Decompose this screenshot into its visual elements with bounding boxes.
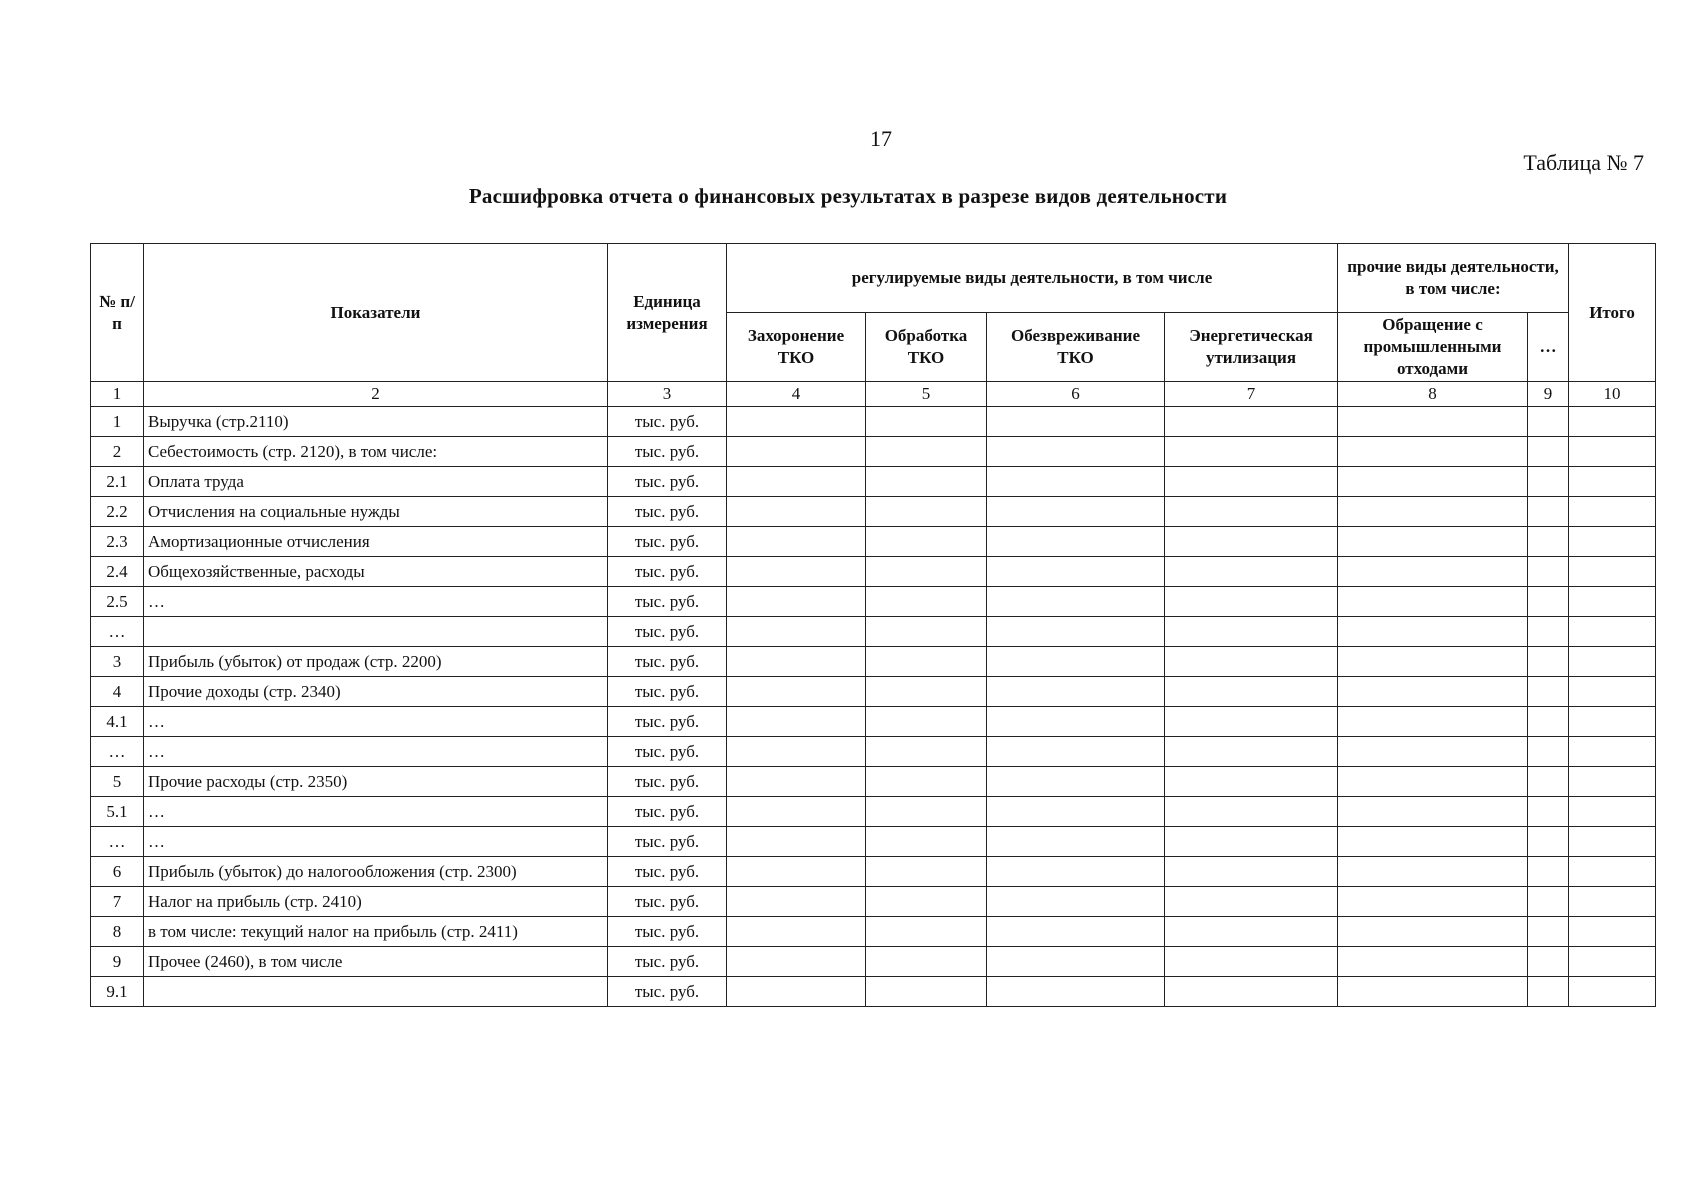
value-cell[interactable] bbox=[866, 797, 987, 827]
value-cell[interactable] bbox=[727, 737, 866, 767]
value-cell[interactable] bbox=[1569, 497, 1656, 527]
value-cell[interactable] bbox=[727, 587, 866, 617]
value-cell[interactable] bbox=[1528, 407, 1569, 437]
value-cell[interactable] bbox=[1528, 887, 1569, 917]
value-cell[interactable] bbox=[1569, 647, 1656, 677]
value-cell[interactable] bbox=[1569, 977, 1656, 1007]
value-cell[interactable] bbox=[1528, 947, 1569, 977]
value-cell[interactable] bbox=[866, 407, 987, 437]
value-cell[interactable] bbox=[1528, 737, 1569, 767]
value-cell[interactable] bbox=[727, 797, 866, 827]
value-cell[interactable] bbox=[1338, 737, 1528, 767]
value-cell[interactable] bbox=[1165, 977, 1338, 1007]
row-number-cell: 3 bbox=[91, 647, 144, 677]
table-row bbox=[91, 647, 1656, 677]
value-cell[interactable] bbox=[987, 827, 1165, 857]
value-cell[interactable] bbox=[1569, 917, 1656, 947]
table-row bbox=[91, 947, 1656, 977]
column-header-industrial: Обращение с промышленными отходами bbox=[1338, 313, 1528, 382]
value-cell[interactable] bbox=[1569, 587, 1656, 617]
value-cell[interactable] bbox=[727, 467, 866, 497]
value-cell[interactable] bbox=[866, 677, 987, 707]
indicator-cell: … bbox=[144, 587, 608, 617]
value-cell[interactable] bbox=[1528, 617, 1569, 647]
row-number-cell: 5 bbox=[91, 767, 144, 797]
value-cell[interactable] bbox=[1528, 827, 1569, 857]
value-cell[interactable] bbox=[866, 737, 987, 767]
table-row bbox=[91, 767, 1656, 797]
value-cell[interactable] bbox=[727, 647, 866, 677]
value-cell[interactable] bbox=[987, 587, 1165, 617]
unit-cell: тыс. руб. bbox=[608, 797, 727, 827]
table-row bbox=[91, 827, 1656, 857]
value-cell[interactable] bbox=[727, 887, 866, 917]
value-cell[interactable] bbox=[1528, 857, 1569, 887]
table-row bbox=[91, 587, 1656, 617]
value-cell[interactable] bbox=[1165, 827, 1338, 857]
value-cell[interactable] bbox=[987, 437, 1165, 467]
value-cell[interactable] bbox=[1165, 917, 1338, 947]
value-cell[interactable] bbox=[727, 557, 866, 587]
value-cell[interactable] bbox=[1338, 947, 1528, 977]
value-cell[interactable] bbox=[727, 707, 866, 737]
value-cell[interactable] bbox=[1338, 587, 1528, 617]
value-cell[interactable] bbox=[1569, 767, 1656, 797]
value-cell[interactable] bbox=[1338, 437, 1528, 467]
value-cell[interactable] bbox=[987, 797, 1165, 827]
value-cell[interactable] bbox=[866, 857, 987, 887]
unit-cell: тыс. руб. bbox=[608, 617, 727, 647]
value-cell[interactable] bbox=[1165, 707, 1338, 737]
unit-cell: тыс. руб. bbox=[608, 587, 727, 617]
column-header-energy: Энергетическая утилизация bbox=[1165, 313, 1338, 382]
value-cell[interactable] bbox=[1569, 407, 1656, 437]
value-cell[interactable] bbox=[1569, 797, 1656, 827]
unit-cell: тыс. руб. bbox=[608, 977, 727, 1007]
row-number-cell: 1 bbox=[91, 407, 144, 437]
indicator-cell: … bbox=[144, 797, 608, 827]
column-numbers-row bbox=[91, 382, 1656, 407]
table-row bbox=[91, 677, 1656, 707]
value-cell[interactable] bbox=[1528, 647, 1569, 677]
value-cell[interactable] bbox=[987, 407, 1165, 437]
value-cell[interactable] bbox=[1528, 797, 1569, 827]
value-cell[interactable] bbox=[1165, 437, 1338, 467]
column-header-total: Итого bbox=[1569, 244, 1656, 382]
value-cell[interactable] bbox=[1165, 557, 1338, 587]
value-cell[interactable] bbox=[1165, 737, 1338, 767]
unit-cell: тыс. руб. bbox=[608, 557, 727, 587]
column-number: 4 bbox=[727, 382, 866, 407]
unit-cell: тыс. руб. bbox=[608, 767, 727, 797]
value-cell[interactable] bbox=[1338, 917, 1528, 947]
value-cell[interactable] bbox=[727, 947, 866, 977]
unit-cell: тыс. руб. bbox=[608, 497, 727, 527]
value-cell[interactable] bbox=[866, 527, 987, 557]
table-row bbox=[91, 917, 1656, 947]
value-cell[interactable] bbox=[1338, 407, 1528, 437]
value-cell[interactable] bbox=[1528, 677, 1569, 707]
value-cell[interactable] bbox=[1338, 857, 1528, 887]
unit-cell: тыс. руб. bbox=[608, 437, 727, 467]
value-cell[interactable] bbox=[1165, 497, 1338, 527]
column-number: 1 bbox=[91, 382, 144, 407]
column-header-num: № п/п bbox=[91, 244, 144, 382]
value-cell[interactable] bbox=[727, 677, 866, 707]
value-cell[interactable] bbox=[1569, 947, 1656, 977]
value-cell[interactable] bbox=[1165, 647, 1338, 677]
table-row bbox=[91, 737, 1656, 767]
value-cell[interactable] bbox=[1165, 467, 1338, 497]
unit-cell: тыс. руб. bbox=[608, 467, 727, 497]
value-cell[interactable] bbox=[987, 857, 1165, 887]
value-cell[interactable] bbox=[727, 827, 866, 857]
value-cell[interactable] bbox=[1165, 887, 1338, 917]
value-cell[interactable] bbox=[1528, 557, 1569, 587]
value-cell[interactable] bbox=[727, 617, 866, 647]
value-cell[interactable] bbox=[1338, 617, 1528, 647]
value-cell[interactable] bbox=[987, 497, 1165, 527]
row-number-cell: 2.2 bbox=[91, 497, 144, 527]
value-cell[interactable] bbox=[1528, 527, 1569, 557]
indicator-cell: в том числе: текущий налог на прибыль (стр. 2411) bbox=[144, 917, 608, 947]
indicator-cell: Налог на прибыль (стр. 2410) bbox=[144, 887, 608, 917]
value-cell[interactable] bbox=[727, 857, 866, 887]
value-cell[interactable] bbox=[1165, 617, 1338, 647]
value-cell[interactable] bbox=[987, 737, 1165, 767]
column-header-burial: Захоронение ТКО bbox=[727, 313, 866, 382]
column-number: 10 bbox=[1569, 382, 1656, 407]
value-cell[interactable] bbox=[1165, 797, 1338, 827]
value-cell[interactable] bbox=[1165, 857, 1338, 887]
value-cell[interactable] bbox=[1338, 557, 1528, 587]
value-cell[interactable] bbox=[987, 677, 1165, 707]
table-row bbox=[91, 557, 1656, 587]
page-number: 17 bbox=[870, 126, 892, 151]
column-header-ellipsis: … bbox=[1528, 313, 1569, 382]
indicator-cell: … bbox=[144, 827, 608, 857]
column-number: 8 bbox=[1338, 382, 1528, 407]
indicator-cell bbox=[144, 977, 608, 1007]
row-number-cell: 4 bbox=[91, 677, 144, 707]
unit-cell: тыс. руб. bbox=[608, 947, 727, 977]
column-header-regulated-group: регулируемые виды деятельности, в том числе bbox=[727, 244, 1338, 313]
value-cell[interactable] bbox=[1338, 767, 1528, 797]
value-cell[interactable] bbox=[727, 977, 866, 1007]
row-number-cell: 4.1 bbox=[91, 707, 144, 737]
value-cell[interactable] bbox=[1569, 437, 1656, 467]
table-row bbox=[91, 707, 1656, 737]
column-header-unit: Единица измерения bbox=[608, 244, 727, 382]
value-cell[interactable] bbox=[1338, 977, 1528, 1007]
column-number: 7 bbox=[1165, 382, 1338, 407]
unit-cell: тыс. руб. bbox=[608, 857, 727, 887]
value-cell[interactable] bbox=[1528, 917, 1569, 947]
value-cell[interactable] bbox=[987, 887, 1165, 917]
value-cell[interactable] bbox=[1569, 827, 1656, 857]
row-number-cell: 5.1 bbox=[91, 797, 144, 827]
table-row bbox=[91, 527, 1656, 557]
row-number-cell: 9.1 bbox=[91, 977, 144, 1007]
unit-cell: тыс. руб. bbox=[608, 677, 727, 707]
value-cell[interactable] bbox=[1569, 557, 1656, 587]
value-cell[interactable] bbox=[1338, 467, 1528, 497]
indicator-cell: Выручка (стр.2110) bbox=[144, 407, 608, 437]
value-cell[interactable] bbox=[1569, 677, 1656, 707]
unit-cell: тыс. руб. bbox=[608, 647, 727, 677]
row-number-cell: 2.4 bbox=[91, 557, 144, 587]
value-cell[interactable] bbox=[1165, 677, 1338, 707]
value-cell[interactable] bbox=[1165, 947, 1338, 977]
table-row bbox=[91, 467, 1656, 497]
value-cell[interactable] bbox=[866, 887, 987, 917]
row-number-cell: … bbox=[91, 737, 144, 767]
value-cell[interactable] bbox=[866, 497, 987, 527]
table-row bbox=[91, 497, 1656, 527]
value-cell[interactable] bbox=[1338, 527, 1528, 557]
value-cell[interactable] bbox=[866, 587, 987, 617]
indicator-cell: Себестоимость (стр. 2120), в том числе: bbox=[144, 437, 608, 467]
row-number-cell: 2.1 bbox=[91, 467, 144, 497]
value-cell[interactable] bbox=[727, 767, 866, 797]
value-cell[interactable] bbox=[1569, 617, 1656, 647]
value-cell[interactable] bbox=[987, 977, 1165, 1007]
indicator-cell: … bbox=[144, 737, 608, 767]
table-row bbox=[91, 437, 1656, 467]
value-cell[interactable] bbox=[987, 707, 1165, 737]
value-cell[interactable] bbox=[1165, 407, 1338, 437]
value-cell[interactable] bbox=[987, 947, 1165, 977]
table-row bbox=[91, 887, 1656, 917]
value-cell[interactable] bbox=[1338, 797, 1528, 827]
table-row bbox=[91, 617, 1656, 647]
value-cell[interactable] bbox=[987, 617, 1165, 647]
value-cell[interactable] bbox=[866, 467, 987, 497]
header-row-1 bbox=[91, 244, 1656, 313]
indicator-cell: Амортизационные отчисления bbox=[144, 527, 608, 557]
unit-cell: тыс. руб. bbox=[608, 707, 727, 737]
unit-cell: тыс. руб. bbox=[608, 887, 727, 917]
table-row bbox=[91, 797, 1656, 827]
financial-results-table bbox=[90, 243, 1656, 1007]
unit-cell: тыс. руб. bbox=[608, 827, 727, 857]
value-cell[interactable] bbox=[987, 917, 1165, 947]
unit-cell: тыс. руб. bbox=[608, 407, 727, 437]
value-cell[interactable] bbox=[987, 527, 1165, 557]
value-cell[interactable] bbox=[866, 947, 987, 977]
value-cell[interactable] bbox=[1338, 677, 1528, 707]
row-number-cell: 2.3 bbox=[91, 527, 144, 557]
value-cell[interactable] bbox=[1569, 737, 1656, 767]
unit-cell: тыс. руб. bbox=[608, 917, 727, 947]
value-cell[interactable] bbox=[727, 437, 866, 467]
table-label: Таблица № 7 bbox=[1523, 150, 1644, 175]
indicator-cell: Общехозяйственные, расходы bbox=[144, 557, 608, 587]
unit-cell: тыс. руб. bbox=[608, 527, 727, 557]
value-cell[interactable] bbox=[866, 707, 987, 737]
column-header-other-group: прочие виды деятельности, в том числе: bbox=[1338, 244, 1569, 313]
value-cell[interactable] bbox=[1165, 587, 1338, 617]
value-cell[interactable] bbox=[866, 977, 987, 1007]
value-cell[interactable] bbox=[727, 917, 866, 947]
row-number-cell: 9 bbox=[91, 947, 144, 977]
value-cell[interactable] bbox=[866, 557, 987, 587]
table-row bbox=[91, 407, 1656, 437]
value-cell[interactable] bbox=[1569, 467, 1656, 497]
value-cell[interactable] bbox=[866, 437, 987, 467]
table-row bbox=[91, 857, 1656, 887]
value-cell[interactable] bbox=[727, 497, 866, 527]
row-number-cell: … bbox=[91, 617, 144, 647]
value-cell[interactable] bbox=[866, 617, 987, 647]
value-cell[interactable] bbox=[987, 767, 1165, 797]
value-cell[interactable] bbox=[1569, 887, 1656, 917]
value-cell[interactable] bbox=[1165, 767, 1338, 797]
column-header-processing: Обработка ТКО bbox=[866, 313, 987, 382]
indicator-cell: Прочие доходы (стр. 2340) bbox=[144, 677, 608, 707]
value-cell[interactable] bbox=[1569, 707, 1656, 737]
value-cell[interactable] bbox=[1569, 857, 1656, 887]
document-title: Расшифровка отчета о финансовых результатах в разрезе видов деятельности bbox=[468, 184, 1228, 208]
value-cell[interactable] bbox=[1569, 527, 1656, 557]
value-cell[interactable] bbox=[1528, 587, 1569, 617]
value-cell[interactable] bbox=[1165, 527, 1338, 557]
indicator-cell: Оплата труда bbox=[144, 467, 608, 497]
column-header-indicators: Показатели bbox=[144, 244, 608, 382]
value-cell[interactable] bbox=[866, 917, 987, 947]
indicator-cell: Отчисления на социальные нужды bbox=[144, 497, 608, 527]
value-cell[interactable] bbox=[1528, 437, 1569, 467]
indicator-cell: … bbox=[144, 707, 608, 737]
value-cell[interactable] bbox=[1338, 497, 1528, 527]
row-number-cell: 6 bbox=[91, 857, 144, 887]
indicator-cell: Прибыль (убыток) до налогообложения (стр. 2300) bbox=[144, 857, 608, 887]
unit-cell: тыс. руб. bbox=[608, 737, 727, 767]
row-number-cell: 2 bbox=[91, 437, 144, 467]
value-cell[interactable] bbox=[727, 407, 866, 437]
value-cell[interactable] bbox=[866, 827, 987, 857]
indicator-cell: Прочее (2460), в том числе bbox=[144, 947, 608, 977]
value-cell[interactable] bbox=[1528, 767, 1569, 797]
column-header-neutralization: Обезвреживание ТКО bbox=[987, 313, 1165, 382]
row-number-cell: 2.5 bbox=[91, 587, 144, 617]
row-number-cell: … bbox=[91, 827, 144, 857]
row-number-cell: 8 bbox=[91, 917, 144, 947]
column-number: 2 bbox=[144, 382, 608, 407]
column-number: 5 bbox=[866, 382, 987, 407]
value-cell[interactable] bbox=[1528, 707, 1569, 737]
value-cell[interactable] bbox=[1528, 497, 1569, 527]
indicator-cell: Прибыль (убыток) от продаж (стр. 2200) bbox=[144, 647, 608, 677]
indicator-cell: Прочие расходы (стр. 2350) bbox=[144, 767, 608, 797]
value-cell[interactable] bbox=[727, 527, 866, 557]
indicator-cell bbox=[144, 617, 608, 647]
row-number-cell: 7 bbox=[91, 887, 144, 917]
column-number: 6 bbox=[987, 382, 1165, 407]
value-cell[interactable] bbox=[1338, 827, 1528, 857]
column-number: 3 bbox=[608, 382, 727, 407]
value-cell[interactable] bbox=[866, 767, 987, 797]
value-cell[interactable] bbox=[1338, 707, 1528, 737]
column-number: 9 bbox=[1528, 382, 1569, 407]
value-cell[interactable] bbox=[987, 647, 1165, 677]
value-cell[interactable] bbox=[1528, 977, 1569, 1007]
value-cell[interactable] bbox=[1338, 887, 1528, 917]
value-cell[interactable] bbox=[1528, 467, 1569, 497]
table-row bbox=[91, 977, 1656, 1007]
value-cell[interactable] bbox=[866, 647, 987, 677]
value-cell[interactable] bbox=[987, 557, 1165, 587]
value-cell[interactable] bbox=[987, 467, 1165, 497]
value-cell[interactable] bbox=[1338, 647, 1528, 677]
